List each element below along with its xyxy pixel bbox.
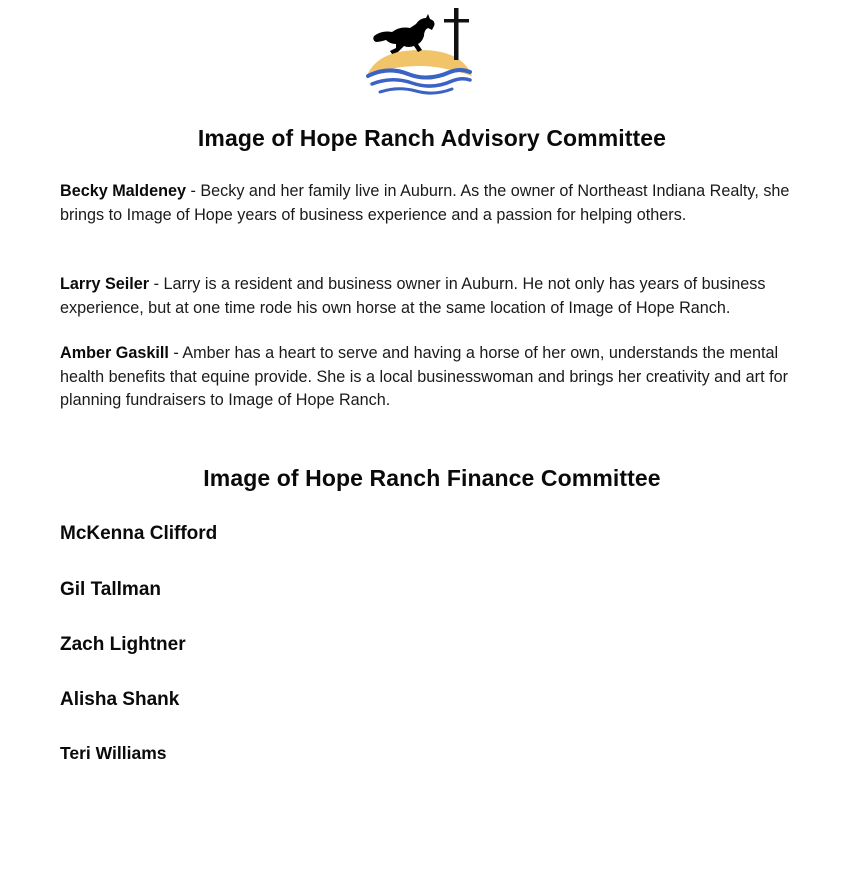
cross-icon	[444, 8, 469, 60]
advisory-committee-title: Image of Hope Ranch Advisory Committee	[197, 125, 667, 151]
member-name: Larry Seiler	[60, 275, 150, 293]
advisory-member-bio	[60, 273, 810, 320]
member-description: - Becky and her family live in Auburn. As the owner of Northeast Indiana Realty, she brings to Image of Hope years of business experience and a passion for helping others.	[60, 182, 790, 224]
member-name: Amber Gaskill	[60, 344, 169, 362]
advisory-member-bio	[60, 180, 810, 227]
member-name: Becky Maldeney	[60, 182, 186, 200]
finance-member: McKenna Clifford	[60, 523, 218, 544]
finance-member: Zach Lightner	[60, 634, 186, 655]
member-description: - Amber has a heart to serve and having a horse of her own, understands the mental health benefits that equine provide. She is a local businesswoman and brings her creativity and art for planning fundraisers to Image of Hope Ranch.	[60, 344, 788, 409]
ranch-logo	[362, 6, 476, 98]
finance-member: Alisha Shank	[60, 689, 180, 710]
advisory-member-bio	[60, 342, 810, 413]
finance-member: Teri Williams	[60, 743, 167, 763]
finance-member: Gil Tallman	[60, 579, 162, 600]
member-description: - Larry is a resident and business owner in Auburn. He not only has years of business experience, but at one time rode his own horse at the same location of Image of Hope Ranch.	[60, 275, 766, 317]
horse-icon	[373, 14, 434, 54]
finance-committee-title: Image of Hope Ranch Finance Committee	[203, 465, 661, 491]
waves-icon	[368, 70, 470, 93]
